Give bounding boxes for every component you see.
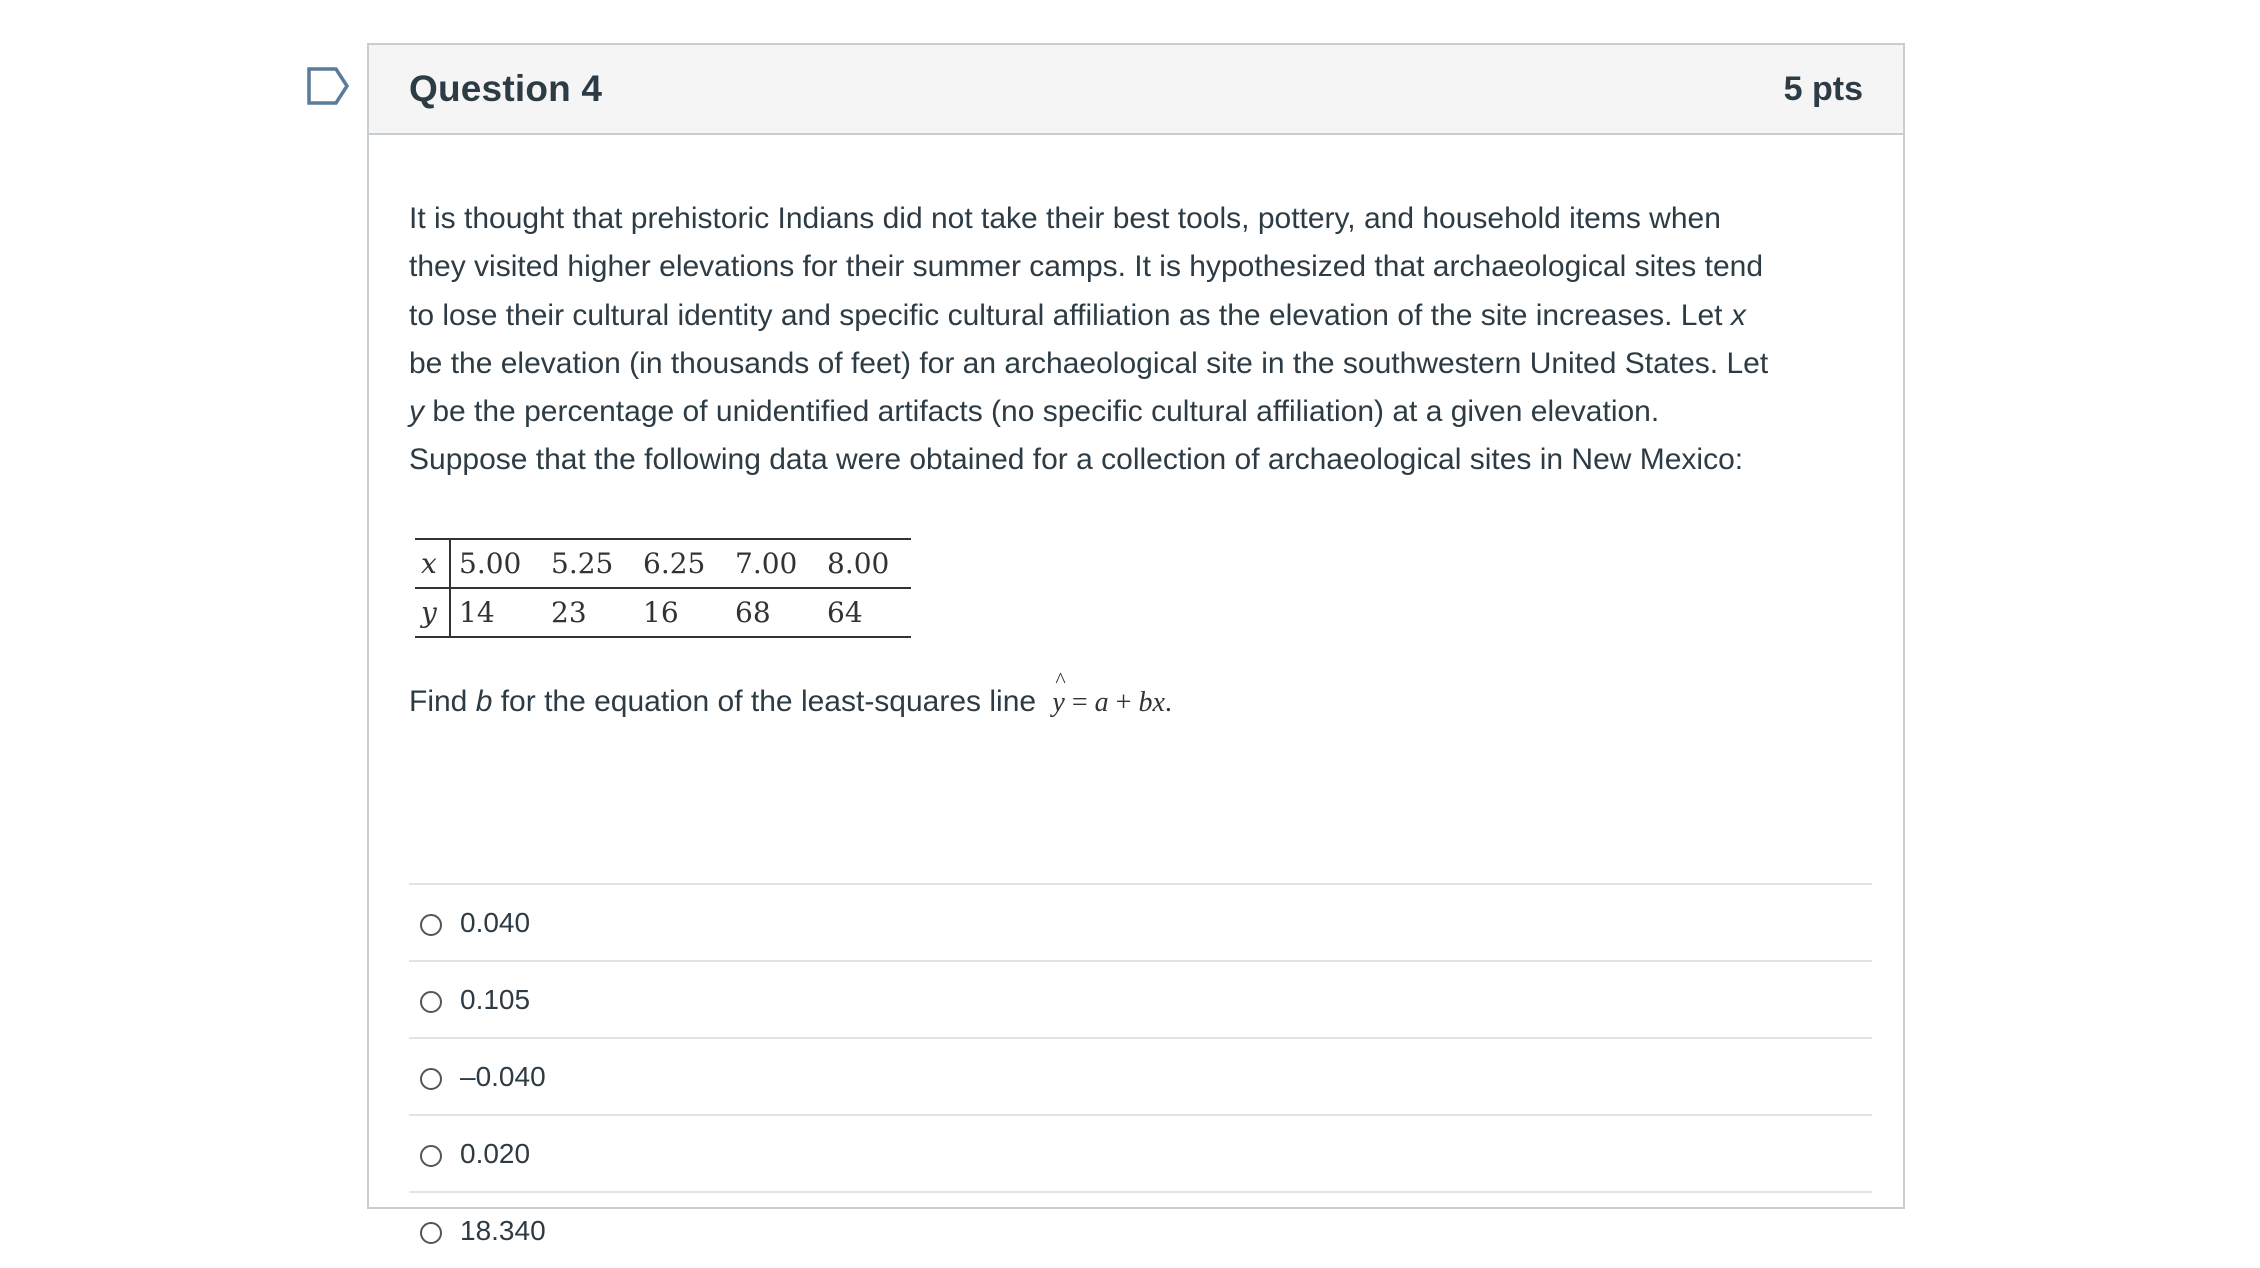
x-value: 8.00: [819, 539, 911, 588]
least-squares-equation: ^ y = a + bx.: [1052, 667, 1172, 718]
radio-button[interactable]: [420, 1145, 442, 1167]
answer-label[interactable]: 0.105: [460, 983, 531, 1015]
radio-button[interactable]: [420, 1068, 442, 1090]
answer-option[interactable]: [409, 1191, 1872, 1268]
flag-question-icon[interactable]: [306, 66, 350, 106]
question-prompt: Find b for the equation of the least-squares line ^ y = a + bx.: [409, 667, 1172, 718]
question-points: 5 pts: [1783, 69, 1863, 108]
y-value: 64: [819, 588, 911, 637]
y-value: 23: [543, 588, 635, 637]
table-row-y: [415, 588, 911, 637]
answer-option[interactable]: [409, 1114, 1872, 1191]
x-label: x: [415, 539, 450, 588]
y-value: 68: [727, 588, 819, 637]
answer-label[interactable]: –0.040: [460, 1060, 546, 1092]
answer-option[interactable]: [409, 1037, 1872, 1114]
radio-button[interactable]: [420, 991, 442, 1013]
answer-list: [409, 883, 1872, 1268]
question-header: [369, 45, 1903, 135]
radio-button[interactable]: [420, 914, 442, 936]
answer-label[interactable]: 0.020: [460, 1137, 531, 1169]
question-text: It is thought that prehistoric Indians did not take their best tools, pottery, and household items when they visited higher elevations for their summer camps. It is hypothesized that archaeological sites tend to lose their cultural identity and specific cultural affiliation as the elevation of the site increases. Let x be the elevation (in thousands of feet) for an archaeological site in the southwestern United States. Let y be the percentage of unidentified artifacts (no specific cultural affiliation) at a given elevation. Suppose that the following data were obtained for a collection of archaeological sites in New Mexico:: [409, 202, 1769, 477]
table-row-x: [415, 539, 911, 588]
answer-label[interactable]: 0.040: [460, 906, 531, 938]
question-title: Question 4: [409, 68, 603, 109]
answer-label[interactable]: 18.340: [460, 1214, 546, 1246]
data-table: [415, 538, 911, 638]
y-value: 16: [635, 588, 727, 637]
answer-option[interactable]: [409, 883, 1872, 960]
y-value: 14: [450, 588, 543, 637]
x-value: 7.00: [727, 539, 819, 588]
x-value: 5.25: [543, 539, 635, 588]
x-value: 5.00: [450, 539, 543, 588]
radio-button[interactable]: [420, 1222, 442, 1244]
x-value: 6.25: [635, 539, 727, 588]
answer-option[interactable]: [409, 960, 1872, 1037]
question-card: [367, 43, 1905, 1246]
y-label: y: [415, 588, 450, 637]
